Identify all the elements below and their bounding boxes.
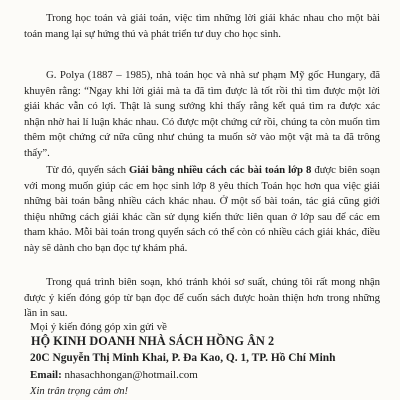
company-address: 20C Nguyễn Thị Minh Khai, P. Đa Kao, Q. 1, TP. Hồ Chí Minh: [30, 352, 336, 364]
preface-paragraph-3: [24, 163, 380, 257]
preface-paragraph-4: Trong quá trình biên soạn, khó tránh khỏi sơ suất, chúng tôi rất mong nhận được ý kiến đóng góp từ bạn đọc để cuốn sách được hoàn thiện hơn trong những lần in sau.: [24, 276, 380, 320]
company-name: HỘ KINH DOANH NHÀ SÁCH HỒNG ÂN 2: [31, 334, 275, 348]
paragraph-3-lead: Từ đó, quyển sách: [46, 164, 129, 176]
preface-paragraph-2-polya-quote: G. Polya (1887 – 1985), nhà toán học và nhà sư phạm Mỹ gốc Hungary, đã khuyên rằng: “Ngay khi lời giải mà ta đã tìm được là tốt rồi thì tìm được một lời giải khác vẫn có lợi. Thật là sung sướng khi thấy rằng kết quả tìm ra được xác nhận nhờ hai lí luận khác nhau. Có được một chứng cứ rồi, chúng ta còn muốn tìm thêm một chứng cứ nữa cũng như chúng ta muốn sờ vào một vật mà ta đã trông thấy”.: [24, 69, 380, 159]
email-line: [30, 369, 380, 381]
book-title: Giải bằng nhiều cách các bài toán lớp 8: [128, 164, 312, 176]
email-label: Email:: [30, 369, 62, 381]
paragraph-3-body: được biên soạn với mong muốn giúp các em học sinh lớp 8 yêu thích Toán học hơn qua việc giải những bài toán bằng nhiều cách khác nhau. Ở một số bài toán, tác giả cũng giới thiệu những cách giải khác cần sử dụng kiến thức liên quan ở lớp sau để các em tham khảo. Mỗi bài toán trong quyển sách có thể còn có nhiều cách giải khác, điều này sẽ dành cho bạn đọc tự khám phá.: [24, 164, 380, 254]
email-address: nhasachhongan@hotmail.com: [64, 369, 198, 381]
contact-intro: Mọi ý kiến đóng góp xin gửi về: [30, 321, 167, 333]
closing-thanks: Xin trân trọng cảm ơn!: [30, 386, 129, 397]
preface-paragraph-1: Trong học toán và giải toán, việc tìm những lời giải khác nhau cho một bài toán mang lại sự hứng thú và phát triển tư duy cho học sinh.: [24, 12, 380, 40]
